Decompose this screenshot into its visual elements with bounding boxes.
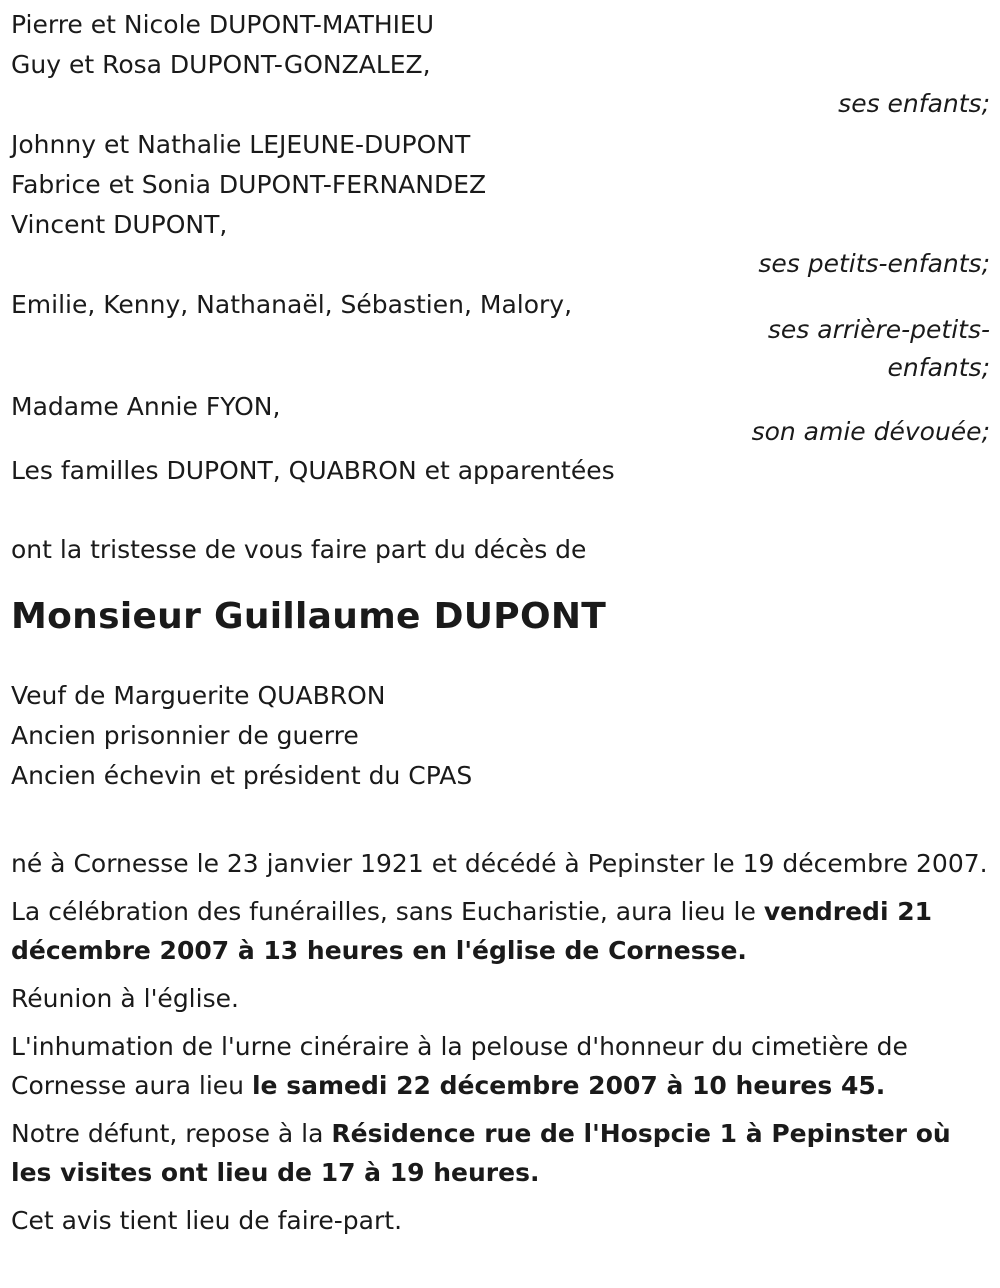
visit-bold: Résidence rue de l'Hospcie 1 à Pepinster où les visites ont lieu de 17 à 19 heures.	[11, 1119, 951, 1187]
deceased-title-3: Ancien échevin et président du CPAS	[11, 761, 473, 790]
deceased-titles	[11, 676, 990, 796]
deceased-title-1: Veuf de Marguerite QUABRON	[11, 681, 386, 710]
birth-death: né à Cornesse le 23 janvier 1921 et décédé à Pepinster le 19 décembre 2007.	[11, 849, 988, 878]
burial-paragraph	[11, 1027, 990, 1105]
children-role: ses enfants;	[838, 89, 990, 118]
meeting: Réunion à l'église.	[11, 984, 239, 1013]
burial-text: L'inhumation de l'urne cinéraire à la pelouse d'honneur du cimetière de Cornesse aura lieu	[11, 1032, 908, 1100]
visit-text: Notre défunt, repose à la	[11, 1119, 332, 1148]
deceased-name: Monsieur Guillaume DUPONT	[11, 596, 607, 637]
great-grandchildren-block	[11, 285, 990, 387]
child-line-2: Guy et Rosa DUPONT-GONZALEZ,	[11, 50, 431, 79]
great-grandchildren-role-2: enfants;	[887, 353, 990, 382]
families-line: Les familles DUPONT, QUABRON et apparentées	[11, 456, 615, 485]
visit-paragraph	[11, 1114, 990, 1192]
funeral-text: La célébration des funérailles, sans Eucharistie, aura lieu le	[11, 897, 764, 926]
grandchild-line-1: Johnny et Nathalie LEJEUNE-DUPONT	[11, 130, 471, 159]
closing: Cet avis tient lieu de faire-part.	[11, 1206, 403, 1235]
child-line-1: Pierre et Nicole DUPONT-MATHIEU	[11, 10, 435, 39]
grandchild-line-2: Fabrice et Sonia DUPONT-FERNANDEZ	[11, 170, 487, 199]
friend-block	[11, 387, 990, 451]
grandchildren-role: ses petits-enfants;	[758, 249, 990, 278]
funeral-bold: vendredi 21 décembre 2007 à 13 heures en l'église de Cornesse.	[11, 897, 933, 965]
friend-role: son amie dévouée;	[751, 417, 990, 446]
grandchildren-block	[11, 125, 990, 283]
great-grandchildren-role-1: ses arrière-petits-	[767, 315, 990, 344]
funeral-paragraph	[11, 892, 990, 970]
announcement: ont la tristesse de vous faire part du décès de	[11, 535, 587, 564]
children-block	[11, 5, 990, 123]
deceased-title-2: Ancien prisonnier de guerre	[11, 721, 359, 750]
great-grandchildren-line: Emilie, Kenny, Nathanaël, Sébastien, Malory,	[11, 290, 573, 319]
grandchild-line-3: Vincent DUPONT,	[11, 210, 228, 239]
friend-line: Madame Annie FYON,	[11, 392, 281, 421]
burial-bold: le samedi 22 décembre 2007 à 10 heures 45.	[251, 1071, 886, 1100]
